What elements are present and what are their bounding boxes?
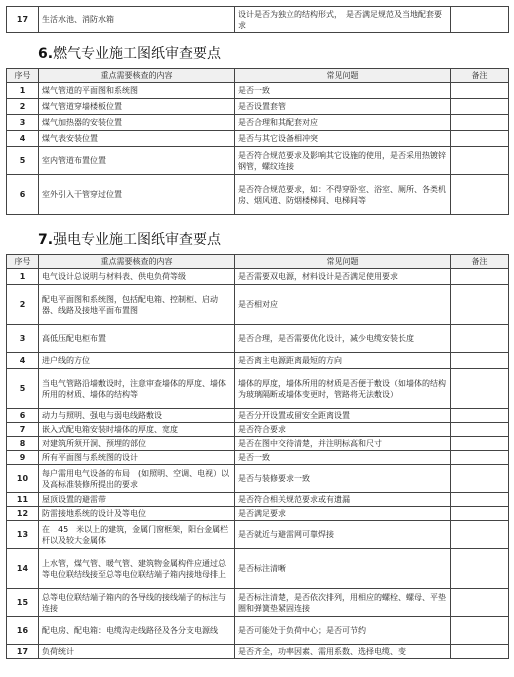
- table-row: [7, 521, 509, 549]
- row-note: [451, 131, 509, 147]
- section-heading-power: [38, 231, 221, 249]
- row-number: 9: [7, 451, 39, 465]
- row-issue: 是否分开设置或留安全距离设置: [235, 409, 451, 423]
- row-note: [451, 175, 509, 215]
- table-row: [7, 285, 509, 325]
- row-note: [451, 285, 509, 325]
- gas-table: [6, 68, 509, 215]
- table-row: [7, 549, 509, 589]
- table-row: [7, 437, 509, 451]
- section-number: 7.: [38, 232, 54, 248]
- row-issue: 是否符合要求: [235, 423, 451, 437]
- row-number: 7: [7, 423, 39, 437]
- row-note: [451, 99, 509, 115]
- table-row: [7, 147, 509, 175]
- row-issue: 是否与其它设备相冲突: [235, 131, 451, 147]
- header-no: 序号: [7, 69, 39, 83]
- row-number: 11: [7, 493, 39, 507]
- row-number: 5: [7, 369, 39, 409]
- row-issue: 是否就近与避雷网可靠焊接: [235, 521, 451, 549]
- row-issue: 墙体的厚度，墙体所用的材质是否便于敷设（如墙体的结构为玻璃隔断或墙体变更时，管路将无法敷设）: [235, 369, 451, 409]
- row-number: 15: [7, 589, 39, 617]
- table-row: [7, 353, 509, 369]
- row-note: [451, 409, 509, 423]
- section-title: 强电专业施工图纸审查要点: [53, 232, 222, 248]
- row-issue: 是否一致: [235, 83, 451, 99]
- row-issue: 是否离主电源距离最短的方向: [235, 353, 451, 369]
- row-issue: 是否相对应: [235, 285, 451, 325]
- row-item: 负荷统计: [39, 645, 235, 659]
- table-row: [7, 409, 509, 423]
- row-item: 配电房、配电箱：电缆沟走线路径及各分支电源线: [39, 617, 235, 645]
- row-note: [451, 7, 509, 33]
- row-item: 室内管道布置位置: [39, 147, 235, 175]
- row-number: 4: [7, 353, 39, 369]
- table-row: [7, 115, 509, 131]
- row-number: 2: [7, 285, 39, 325]
- table-row: [7, 325, 509, 353]
- section-title: 燃气专业施工图纸审查要点: [53, 46, 222, 62]
- row-item: 进户线的方位: [39, 353, 235, 369]
- row-note: [451, 325, 509, 353]
- row-number: 6: [7, 175, 39, 215]
- header-no: 序号: [7, 255, 39, 269]
- row-note: [451, 83, 509, 99]
- header-note: 备注: [451, 69, 509, 83]
- row-item: 高低压配电柜布置: [39, 325, 235, 353]
- row-issue: 是否在图中交待清楚，并注明标高和尺寸: [235, 437, 451, 451]
- row-item: 配电平面图和系统图，包括配电箱、控制柜、启动器、线路及接地平面布置图: [39, 285, 235, 325]
- row-note: [451, 549, 509, 589]
- row-item: 煤气加热器的安装位置: [39, 115, 235, 131]
- row-item: 对建筑所须开洞、预埋的部位: [39, 437, 235, 451]
- row-number: 4: [7, 131, 39, 147]
- row-note: [451, 437, 509, 451]
- row-item: 上水管，煤气管、暖气管、建筑物金属构件应通过总等电位联结线接至总等电位联结端子箱内接地母排上: [39, 549, 235, 589]
- table-row: [7, 465, 509, 493]
- row-note: [451, 493, 509, 507]
- row-number: 8: [7, 437, 39, 451]
- row-issue: 是否符合规范要求，如：不得穿卧室、浴室、厕所、各类机房、烟风道、防烟楼梯间、电梯间等: [235, 175, 451, 215]
- row-number: 10: [7, 465, 39, 493]
- table-row: [7, 507, 509, 521]
- row-item: 当电气管路沿墙敷设时，注意审查墙体的厚度、墙体所用的材质、墙体的结构等: [39, 369, 235, 409]
- row-issue: 设计是否为独立的结构形式， 是否满足规范及当地配套要求: [235, 7, 451, 33]
- row-note: [451, 507, 509, 521]
- row-issue: 是否满足要求: [235, 507, 451, 521]
- row-number: 14: [7, 549, 39, 589]
- row-note: [451, 115, 509, 131]
- section-heading-gas: [38, 45, 221, 63]
- row-item: 煤气表安装位置: [39, 131, 235, 147]
- row-issue: 是否需要双电源，材料设计是否满足使用要求: [235, 269, 451, 285]
- row-item: 生活水池、消防水箱: [39, 7, 235, 33]
- row-issue: 是否合理，是否需要优化设计，减少电缆安装长度: [235, 325, 451, 353]
- row-note: [451, 521, 509, 549]
- row-issue: 是否可能处于负荷中心；是否可节约: [235, 617, 451, 645]
- row-issue: 是否齐全，功率因素、需用系数、选择电缆、变: [235, 645, 451, 659]
- table-row: [7, 269, 509, 285]
- header-item: 重点需要核查的内容: [39, 69, 235, 83]
- table-row: [7, 131, 509, 147]
- row-issue: 是否一致: [235, 451, 451, 465]
- row-number: 3: [7, 115, 39, 131]
- row-number: 6: [7, 409, 39, 423]
- row-item: 屋顶设置的避雷带: [39, 493, 235, 507]
- row-item: 嵌入式配电箱安装时墙体的厚度、宽度: [39, 423, 235, 437]
- row-issue: 是否符合相关规范要求或有遗漏: [235, 493, 451, 507]
- section-number: 6.: [38, 46, 54, 62]
- row-item: 每户需用电气设备的布局 (如照明、空调、电视）以及高标准装修所提出的要求: [39, 465, 235, 493]
- header-item: 重点需要核查的内容: [39, 255, 235, 269]
- row-number: 12: [7, 507, 39, 521]
- power-table: [6, 254, 509, 659]
- table-row: [7, 617, 509, 645]
- row-item: 在 45 米以上的建筑，金属门窗框架，阳台金属栏杆以及较大金属体: [39, 521, 235, 549]
- table-row: [7, 589, 509, 617]
- row-item: 动力与照明、强电与弱电线路敷设: [39, 409, 235, 423]
- table-row: [7, 7, 509, 33]
- row-note: [451, 451, 509, 465]
- row-note: [451, 589, 509, 617]
- row-item: 室外引入干管穿过位置: [39, 175, 235, 215]
- row-item: 所有平面图与系统图的设计: [39, 451, 235, 465]
- header-row: [7, 69, 509, 83]
- row-number: 5: [7, 147, 39, 175]
- row-number: 16: [7, 617, 39, 645]
- header-issue: 常见问题: [235, 69, 451, 83]
- row-number: 1: [7, 269, 39, 285]
- table-row: [7, 99, 509, 115]
- row-item: 电气设计总说明与材料表、供电负荷等级: [39, 269, 235, 285]
- row-note: [451, 645, 509, 659]
- row-item: 煤气管道的平面图和系统图: [39, 83, 235, 99]
- row-issue: 是否符合规范要求及影响其它设施的使用，是否采用热镀锌钢管，螺纹连接: [235, 147, 451, 175]
- table-row: [7, 645, 509, 659]
- row-note: [451, 465, 509, 493]
- row-note: [451, 369, 509, 409]
- row-issue: 是否设置套管: [235, 99, 451, 115]
- row-number: 17: [7, 645, 39, 659]
- row-issue: 是否合理和其配套对应: [235, 115, 451, 131]
- row-number: 1: [7, 83, 39, 99]
- header-row: [7, 255, 509, 269]
- row-note: [451, 147, 509, 175]
- row-number: 3: [7, 325, 39, 353]
- row-note: [451, 423, 509, 437]
- header-issue: 常见问题: [235, 255, 451, 269]
- row-issue: 是否标注清楚，是否依次排列，用相应的螺栓、螺母、平垫圈和弹簧垫紧固连接: [235, 589, 451, 617]
- row-note: [451, 353, 509, 369]
- table-row: [7, 83, 509, 99]
- row-issue: 是否与装修要求一致: [235, 465, 451, 493]
- prev-table: [6, 6, 509, 33]
- row-number: 17: [7, 7, 39, 33]
- header-note: 备注: [451, 255, 509, 269]
- row-item: 煤气管道穿墙楼板位置: [39, 99, 235, 115]
- row-item: 防雷接地系统的设计及等电位: [39, 507, 235, 521]
- table-row: [7, 369, 509, 409]
- table-row: [7, 175, 509, 215]
- row-item: 总等电位联结端子箱内的各导线的接线端子的标注与连接: [39, 589, 235, 617]
- table-row: [7, 493, 509, 507]
- row-number: 2: [7, 99, 39, 115]
- row-issue: 是否标注清晰: [235, 549, 451, 589]
- row-number: 13: [7, 521, 39, 549]
- row-note: [451, 269, 509, 285]
- table-row: [7, 423, 509, 437]
- row-note: [451, 617, 509, 645]
- table-row: [7, 451, 509, 465]
